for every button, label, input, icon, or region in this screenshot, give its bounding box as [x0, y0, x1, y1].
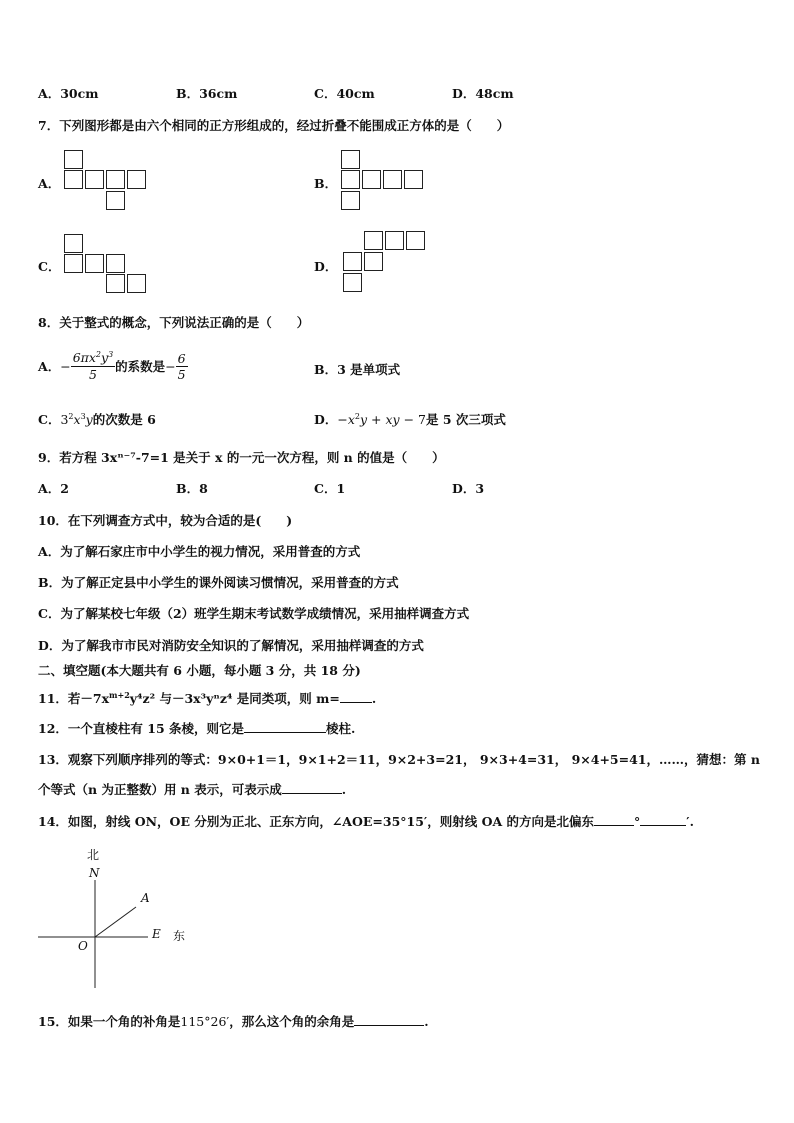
q8-a-coefficient: − $\frac{6}{5}$ — [165, 350, 186, 382]
q10-option-c: C．为了解某校七年级（2）班学生期末考试数学成绩情况，采用抽样调查方式 — [38, 606, 470, 621]
q13-line2 — [38, 780, 346, 798]
q8-a-expression: − $\frac{6\pi x^2y^3}{5}$ — [60, 350, 114, 382]
q15-pre: 15．如果一个角的补角是 — [38, 1014, 181, 1029]
q12-answer-blank[interactable] — [244, 720, 326, 733]
q9-option-b: B．8 — [176, 481, 208, 496]
q6-option-a: A．30cm — [38, 86, 99, 101]
q6-option-b: B．36cm — [176, 86, 238, 101]
q10-option-b: B．为了解正定县中小学生的课外阅读习惯情况，采用普查的方式 — [38, 575, 399, 590]
q8-option-b: B．3 是单项式 — [314, 362, 401, 377]
q8-c-prefix: C． — [38, 412, 61, 427]
q10-option-d: D．为了解我市市民对消防安全知识的了解情况，采用抽样调查的方式 — [38, 638, 424, 653]
q8-c-text: 的次数是 6 — [92, 412, 156, 427]
q14-pre: 14．如图，射线 ON，OE 分别为正北、正东方向，∠AOE=35°15′，则射线 OA 的方向是北偏东 — [38, 814, 595, 829]
label-o: O — [78, 939, 88, 953]
q6-option-c: C．40cm — [314, 86, 375, 101]
q14-degree-blank[interactable] — [594, 813, 634, 826]
q9-stem: 9．若方程 3xⁿ⁻⁷-7=1 是关于 x 的一元一次方程，则 n 的值是（ ） — [38, 450, 445, 465]
label-a: A — [141, 891, 150, 905]
q14-minute-blank[interactable] — [640, 813, 686, 826]
q13-answer-blank[interactable] — [282, 781, 342, 794]
q15-answer-blank[interactable] — [354, 1013, 424, 1026]
q7-label-b: B． — [314, 176, 338, 191]
q7-stem: 7．下列图形都是由六个相同的正方形组成的，经过折叠不能围成正方体的是（ ） — [38, 118, 510, 133]
section-title-fill-in: 二、填空题(本大题共有 6 小题，每小题 3 分，共 18 分) — [38, 663, 361, 678]
q10-stem: 10．在下列调查方式中，较为合适的是( ) — [38, 513, 293, 528]
q8-option-d — [314, 410, 506, 428]
q14-figure — [30, 838, 200, 990]
q11-pre: 11．若－7x — [38, 691, 110, 706]
q8-c-expression: $3^2x^3y$ — [60, 411, 93, 427]
q11: 11．若$-7x^{m+2}y^4z^2$ 与－3x³yⁿz⁴ 是同类项，则 m= . — [38, 689, 377, 706]
q8-a-prefix: A． — [38, 359, 61, 374]
q13-line1: 13．观察下列顺序排列的等式：9×0+1＝1，9×1+2＝11，9×2+3=21， 9×3+4=31， 9×4+5=41，……，猜想：第 n — [38, 752, 760, 767]
label-east-cn: 东 — [173, 929, 186, 943]
q7-label-a: A． — [38, 176, 61, 191]
q8-option-a — [38, 346, 188, 386]
q14 — [38, 812, 694, 830]
q7-label-c: C． — [38, 259, 61, 274]
q8-d-prefix: D． — [314, 412, 338, 427]
q8-stem: 8．关于整式的概念，下列说法正确的是（ ） — [38, 315, 310, 330]
q15-end: . — [424, 1014, 429, 1029]
q13-end: . — [341, 782, 347, 797]
q8-d-expression: $-x^2y$ + xy − 7 — [337, 411, 426, 427]
q15 — [38, 1012, 429, 1030]
q8-a-text: 的系数是 — [115, 359, 166, 374]
q12-pre: 12．一个直棱柱有 15 条棱，则它是 — [38, 721, 244, 736]
q12-end: 棱柱. — [326, 721, 356, 736]
q9-option-c: C．1 — [314, 481, 346, 496]
q7-label-d: D． — [314, 259, 338, 274]
q14-end: ′. — [686, 814, 694, 829]
q12 — [38, 719, 355, 737]
label-e: E — [152, 927, 161, 941]
q14-degree-sign: ° — [634, 814, 641, 829]
q11-end: . — [371, 691, 377, 706]
q15-angle: 115°26′ — [180, 1014, 230, 1029]
q11-answer-blank[interactable] — [340, 690, 372, 703]
q9-option-a: A．2 — [38, 481, 69, 496]
q13-line2-pre: 个等式（n 为正整数）用 n 表示，可表示成 — [38, 782, 282, 797]
q15-mid: ，那么这个角的余角是 — [229, 1014, 355, 1029]
q6-option-d: D．48cm — [452, 86, 514, 101]
q14-direction-diagram — [30, 838, 200, 990]
q8-option-c — [38, 410, 156, 428]
q8-d-text: 是 5 次三项式 — [425, 412, 506, 427]
q10-option-a: A．为了解石家庄市中小学生的视力情况，采用普查的方式 — [38, 544, 361, 559]
label-north-cn: 北 — [87, 848, 100, 862]
q9-option-d: D．3 — [452, 481, 485, 496]
q11-mid: 与－3x³yⁿz⁴ 是同类项，则 m= — [155, 691, 340, 706]
ray-oa — [95, 907, 136, 937]
label-n: N — [89, 866, 100, 880]
